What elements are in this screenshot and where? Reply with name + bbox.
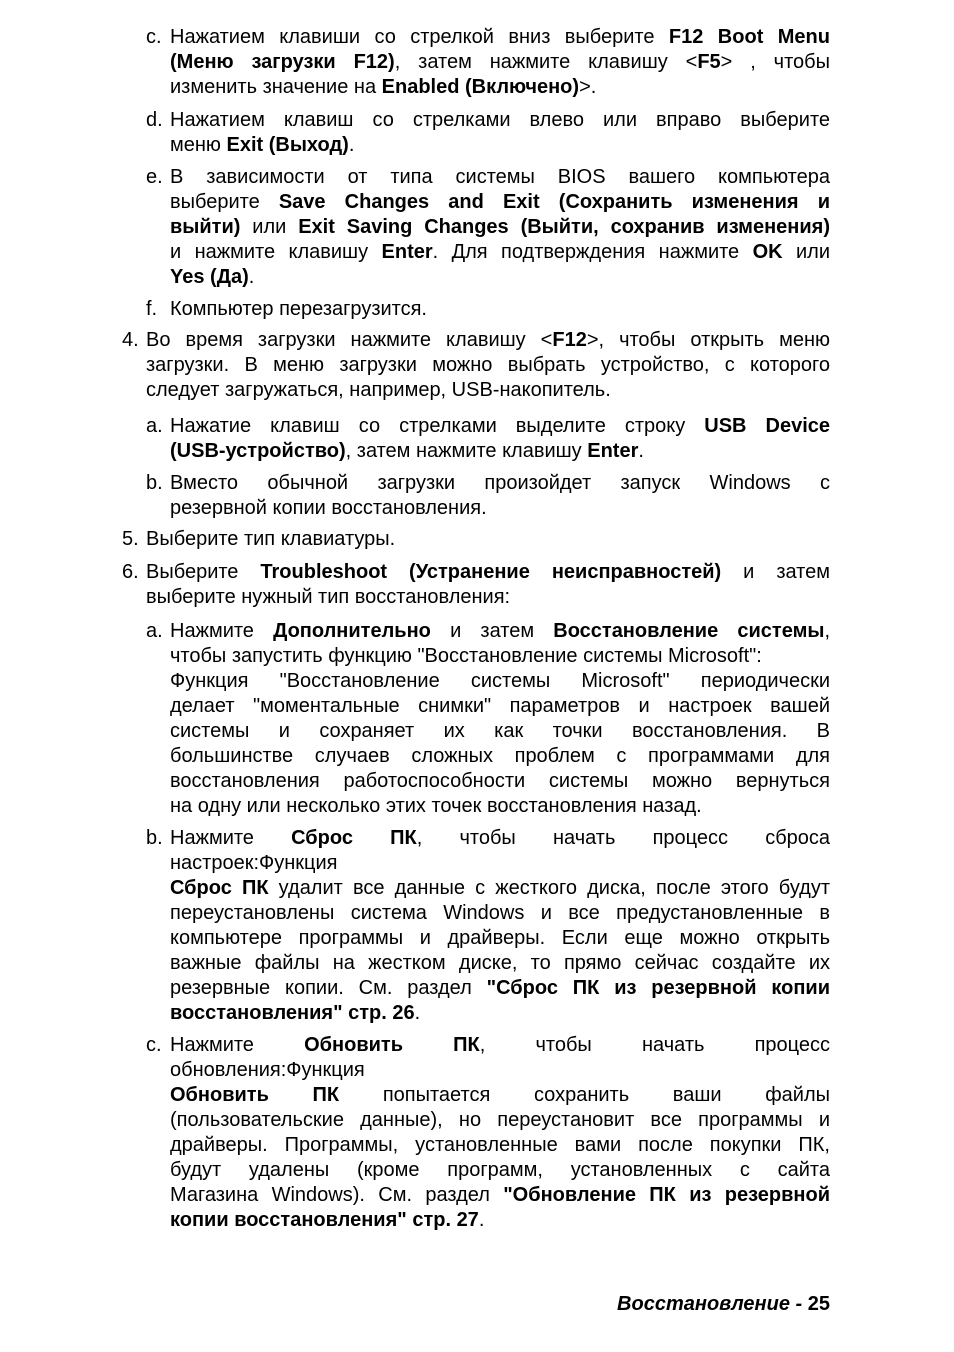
bold-text: Обновить ПК [170, 1084, 340, 1106]
text: >. [579, 76, 597, 98]
list-item-6c-refresh-pc [146, 1033, 830, 1233]
text: следует загружаться, например, USB-накопитель. [146, 379, 611, 401]
text: Нажмите [170, 827, 292, 849]
text: , [824, 620, 830, 642]
text: важные файлы на жестком диске, то прямо сейчас создайте их [170, 952, 830, 974]
text: В зависимости от типа системы BIOS вашего компьютера [170, 166, 830, 188]
text: >, чтобы открыть меню [586, 329, 830, 351]
list-item-5-keyboard [122, 527, 830, 552]
text: резервные копии. См. раздел [170, 977, 487, 999]
text: Нажмите [170, 620, 274, 642]
text: Нажмите [170, 1034, 305, 1056]
text: , затем нажмите клавишу [345, 440, 588, 462]
bold-text: F12 Boot Menu [668, 26, 830, 48]
text: Выберите [146, 561, 261, 583]
list-item-6b-reset-pc [146, 826, 830, 1026]
bold-text: Сброс ПК [291, 827, 417, 849]
list-marker: e. [146, 166, 163, 188]
text: , затем нажмите клавишу < [394, 51, 698, 73]
list-item-4b-windows-start [146, 471, 830, 521]
text: восстановления работоспособности системы можно вернуться [170, 770, 830, 792]
text: и затем [721, 561, 830, 583]
text: Компьютер перезагрузится. [170, 298, 427, 320]
text: или [782, 241, 830, 263]
bold-text: Exit (Выход) [226, 134, 349, 156]
text: Нажатием клавиш со стрелками влево или вправо выберите [170, 109, 830, 131]
text: , чтобы начать процесс сброса [416, 827, 831, 849]
list-marker: 6. [122, 561, 139, 583]
bold-text: Save Changes and Exit (Сохранить изменения и [278, 191, 830, 213]
list-item-6a-system-restore [146, 619, 830, 819]
bold-text: (USB-устройство) [170, 440, 346, 462]
list-item-c-boot-menu [146, 25, 830, 100]
text: выберите нужный тип восстановления: [146, 586, 511, 608]
text: и нажмите клавишу [170, 241, 382, 263]
text: делает "моментальные снимки" параметров и настроек вашей [170, 695, 830, 717]
cross-reference: восстановления" стр. 26 [170, 1002, 415, 1024]
text: Функция "Восстановление системы Microsoft" периодически [170, 670, 830, 692]
list-marker: 5. [122, 528, 139, 550]
text: на одну или несколько этих точек восстановления назад. [170, 795, 702, 817]
list-marker: a. [146, 415, 163, 437]
text: Нажатие клавиш со стрелками выделите строку [170, 415, 705, 437]
list-marker: a. [146, 620, 163, 642]
text: , чтобы начать процесс [479, 1034, 830, 1056]
list-marker: b. [146, 827, 163, 849]
list-item-4a-usb-device [146, 414, 830, 464]
list-item-6-troubleshoot [122, 560, 830, 610]
text: Во время загрузки нажмите клавишу < [146, 329, 553, 351]
page-footer [617, 1292, 830, 1316]
text: резервной копии восстановления. [170, 497, 487, 519]
bold-text: Сброс ПК [170, 877, 269, 899]
bold-text: F12 [552, 329, 587, 351]
bold-text: выйти) [170, 216, 241, 238]
text: . [414, 1002, 421, 1024]
list-marker: d. [146, 109, 163, 131]
cross-reference: "Обновление ПК из резервной [503, 1184, 831, 1206]
list-item-e-save-exit [146, 165, 830, 290]
list-marker: c. [146, 1034, 162, 1056]
list-item-f-restart [146, 297, 830, 322]
list-marker: b. [146, 472, 163, 494]
bold-text: Enabled (Включено) [381, 76, 580, 98]
text: . [478, 1209, 485, 1231]
text: меню [170, 134, 227, 156]
text: удалит все данные с жесткого диска, после этого будут [268, 877, 830, 899]
bold-text: Обновить ПК [304, 1034, 480, 1056]
text: изменить значение на [170, 76, 382, 98]
text: Выберите тип клавиатуры. [146, 528, 396, 550]
text: системы и сохраняет их как точки восстановления. В [170, 720, 830, 742]
bold-text: Enter [381, 241, 433, 263]
bold-text: F5 [697, 51, 721, 73]
text: загрузки. В меню загрузки можно выбрать устройство, с которого [146, 354, 830, 376]
text: (пользовательские данные), но переустановит все программы и [170, 1109, 830, 1131]
bold-text: Восстановление системы [553, 620, 825, 642]
bold-text: Troubleshoot (Устранение неисправностей) [260, 561, 722, 583]
text: > , чтобы [720, 51, 830, 73]
bold-text: OK [752, 241, 783, 263]
list-marker: f. [146, 298, 158, 320]
text: Магазина Windows). См. раздел [170, 1184, 504, 1206]
text: . Для подтверждения нажмите [432, 241, 753, 263]
bold-text: Yes (Да) [170, 266, 249, 288]
text: . [638, 440, 644, 462]
text: драйверы. Программы, установленные вами после покупки ПК, [170, 1134, 830, 1156]
bold-text: USB Device [704, 415, 830, 437]
text: Нажатием клавиши со стрелкой вниз выберите [170, 26, 669, 48]
text: будут удалены (кроме программ, установленных с сайта [170, 1159, 830, 1181]
text: или [240, 216, 299, 238]
cross-reference: "Сброс ПК из резервной копии [486, 977, 830, 999]
text: попытается сохранить ваши файлы [339, 1084, 831, 1106]
text: переустановлены система Windows и все предустановленные в [170, 902, 830, 924]
list-marker: 4. [122, 329, 139, 351]
list-marker: c. [146, 26, 162, 48]
text: обновления:Функция [170, 1059, 365, 1081]
text: и затем [430, 620, 554, 642]
page-number: 25 [807, 1293, 830, 1315]
text: . [248, 266, 255, 288]
cross-reference: копии восстановления" стр. 27 [170, 1209, 479, 1231]
bold-text: Enter [587, 440, 639, 462]
bold-text: (Меню загрузки F12) [170, 51, 395, 73]
text: выберите [170, 191, 279, 213]
bold-text: Дополнительно [273, 620, 431, 642]
list-item-4-boot-menu [122, 328, 830, 403]
text: настроек:Функция [170, 852, 338, 874]
list-item-d-exit-menu [146, 108, 830, 158]
bold-text: Exit Saving Changes (Выйти, сохранив изменения) [298, 216, 830, 238]
text: чтобы запустить функцию "Восстановление системы Microsoft": [170, 645, 762, 667]
text: большинстве случаев сложных проблем с программами для [170, 745, 830, 767]
text: компьютере программы и драйверы. Если еще можно открыть [170, 927, 830, 949]
text: Вместо обычной загрузки произойдет запуск Windows с [170, 472, 830, 494]
footer-section-title: Восстановление - [617, 1293, 803, 1315]
text: . [348, 134, 355, 156]
